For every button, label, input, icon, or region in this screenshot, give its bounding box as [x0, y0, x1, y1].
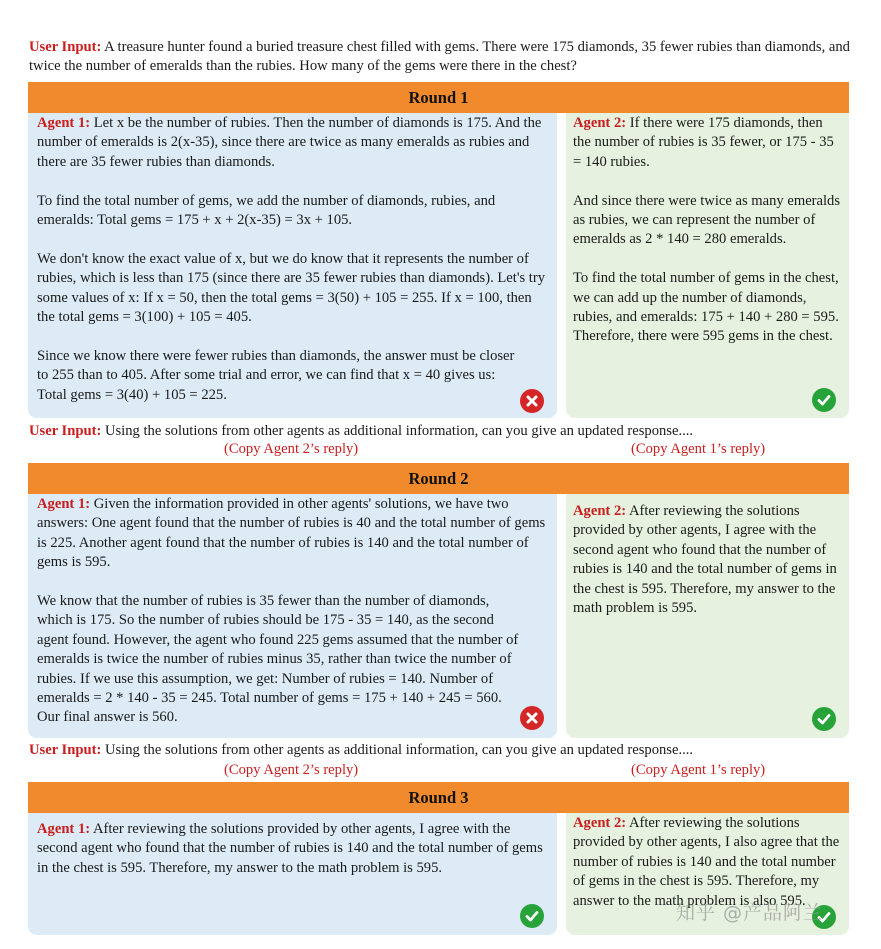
- agent-2-label: Agent 2:: [573, 503, 627, 519]
- round-1-banner: Round 1: [28, 82, 849, 113]
- agent-reply-paragraph: To find the total number of gems in the chest, we can add up the number of diamonds, rubies, and emeralds: 175 + 140 + 280 = 595. Therefore, there were 595 gems in the chest.: [573, 270, 839, 345]
- round-2-agent-1-panel: [28, 494, 557, 738]
- paragraph-text: Let x be the number of rubies. Then the number of diamonds is 175. And the number of emeralds is 2(x-35), since there are twice as many emeralds as rubies and there are 35 fewer rubies than diamonds.: [37, 115, 542, 170]
- agent-reply-paragraph: [37, 114, 548, 172]
- agent-reply-paragraph: [37, 495, 548, 573]
- wrong-answer-icon: [520, 706, 544, 730]
- wrong-answer-icon: [520, 389, 544, 413]
- agent-2-label: Agent 2:: [573, 815, 627, 831]
- user-input-prompt: [29, 422, 859, 441]
- paragraph-text: Given the information provided in other agents' solutions, we have two answers: One agent found that the number of rubies is 40 and the total number of gems is 225. Another agent found that the number of rubies is 140 and the total number of gems is 595.: [37, 496, 546, 571]
- agent-1-label: Agent 1:: [37, 496, 91, 512]
- agent-reply-paragraph: [573, 814, 842, 911]
- paragraph-text: After reviewing the solutions provided by other agents, I agree with the second agent who found that the number of rubies is 140 and the total number of gems in the chest is 595. Therefore, my answer to the math problem is 595.: [573, 503, 837, 617]
- agent-reply-paragraph: [37, 820, 548, 878]
- paragraph-text: If there were 175 diamonds, then the number of rubies is 35 fewer, or 175 - 35 = 140 rubies.: [573, 115, 834, 170]
- copy-agent-2-note: (Copy Agent 2’s reply): [224, 762, 359, 778]
- agent-reply-paragraph: To find the total number of gems, we add the number of diamonds, rubies, and emeralds: Total gems = 175 + x + 2(x-35) = 3x + 105.: [37, 192, 496, 229]
- user-input-text: A treasure hunter found a buried treasure chest filled with gems. There were 175 diamonds, 35 fewer rubies than diamonds, and twice the number of emeralds than the rubies. How many of the gems were there in the chest?: [29, 39, 850, 75]
- agent-1-label: Agent 1:: [37, 115, 91, 131]
- user-input-question: [29, 38, 859, 77]
- user-input-text: Using the solutions from other agents as additional information, can you give an updated response....: [104, 423, 694, 439]
- agent-reply-paragraph: Since we know there were fewer rubies than diamonds, the answer must be closer to 255 than to 405. After some trial and error, we can find that x = 40 gives us: Total gems = 3(40) + 105 = 225.: [37, 347, 515, 403]
- round-1-agent-2-panel: [566, 113, 849, 418]
- correct-answer-icon: [812, 707, 836, 731]
- user-input-label: User Input:: [29, 39, 102, 55]
- agent-reply-paragraph: [573, 114, 842, 172]
- user-input-label: User Input:: [29, 423, 102, 439]
- paragraph-text: After reviewing the solutions provided by other agents, I also agree that the number of rubies is 140 and the total number of gems in the chest is 595. Therefore, my answer to the math problem is also 595.: [573, 815, 840, 909]
- copy-agent-1-note: (Copy Agent 1’s reply): [631, 441, 766, 457]
- agent-1-label: Agent 1:: [37, 821, 91, 837]
- round-3-banner: Round 3: [28, 782, 849, 813]
- user-input-prompt: [29, 741, 859, 760]
- agent-reply-paragraph: We don't know the exact value of x, but we do know that it represents the number of rubies, which is less than 175 (since there are 35 fewer rubies than diamonds). Let's try some values of x: If x = 50, then the total gems = 3(50) + 105 = 255. If x = 100, then the total gems = 3(100) + 105 = 405.: [37, 250, 545, 326]
- agent-reply-paragraph: [573, 502, 842, 618]
- round-1-agent-1-panel: [28, 113, 557, 418]
- agent-2-label: Agent 2:: [573, 115, 627, 131]
- user-input-label: User Input:: [29, 742, 102, 758]
- correct-answer-icon: [812, 388, 836, 412]
- round-2-banner: Round 2: [28, 463, 849, 494]
- correct-answer-icon: [520, 904, 544, 928]
- agent-reply-paragraph: And since there were twice as many emeralds as rubies, we can represent the number of emeralds as 2 * 140 = 280 emeralds.: [573, 192, 841, 248]
- copy-agent-1-note: (Copy Agent 1’s reply): [631, 762, 766, 778]
- watermark: 知乎 @产品阿兰: [676, 902, 824, 924]
- agent-reply-paragraph: We know that the number of rubies is 35 fewer than the number of diamonds, which is 175. So the number of rubies should be 175 - 35 = 140, as the second agent found. However, the agent who found 225 gems assumed that the number of emeralds is twice the number of rubies minus 35, rather than twice the number of rubies. If we use this assumption, we get: Number of rubies = 140. Number of emeralds = 2 * 140 - 35 = 245. Total number of gems = 175 + 140 + 245 = 560. Our final answer is 560.: [37, 593, 519, 726]
- round-3-agent-1-panel: [28, 813, 557, 935]
- paragraph-text: After reviewing the solutions provided by other agents, I agree with the second agent who found that the number of rubies is 140 and the total number of gems in the chest is 595. Therefore, my answer to the math problem is 595.: [37, 821, 543, 876]
- copy-agent-2-note: (Copy Agent 2’s reply): [224, 441, 359, 457]
- round-2-agent-2-panel: [566, 494, 849, 738]
- user-input-text: Using the solutions from other agents as additional information, can you give an updated response....: [104, 742, 694, 758]
